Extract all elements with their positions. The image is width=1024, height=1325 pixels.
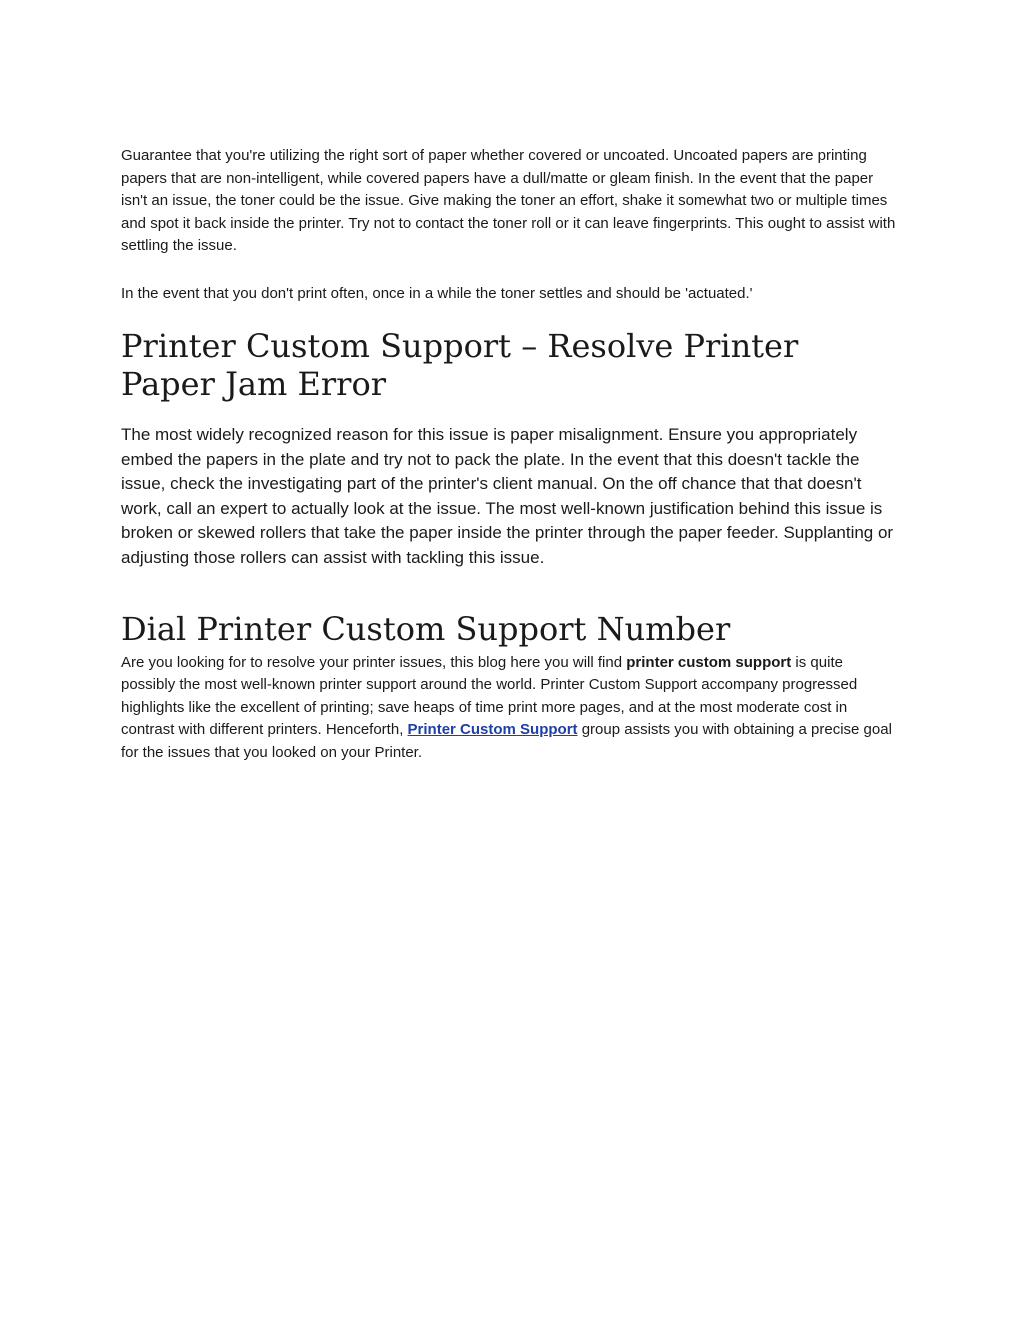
- dial-text-part2: is quite possibly the most well-known printer support around the world. Printer Custom Support accompany progressed highlights like the excellent of printing; save heaps of time print more pages, and at the most moderate cost in contrast with different printers. Henceforth,: [121, 653, 858, 739]
- printer-custom-support-link[interactable]: Printer Custom Support: [407, 721, 578, 739]
- dial-support-heading: Dial Printer Custom Support Number: [121, 609, 731, 648]
- dial-support-paragraph: [121, 652, 901, 765]
- toner-note-paragraph: In the event that you don't print often, once in a while the toner settles and should be 'actuated.': [121, 284, 753, 302]
- bold-phrase: printer custom support: [626, 653, 792, 671]
- document-page: [121, 145, 901, 764]
- paper-jam-heading: Printer Custom Support – Resolve Printer Paper Jam Error: [121, 327, 799, 403]
- dial-text-part1: Are you looking for to resolve your printer issues, this blog here you will find: [121, 653, 627, 671]
- paper-jam-paragraph: The most widely recognized reason for this issue is paper misalignment. Ensure you appropriately embed the papers in the plate and try not to pack the plate. In the event that this doesn't tackle the issue, check the investigating part of the printer's client manual. On the off chance that that doesn't work, call an expert to actually look at the issue. The most well-known justification behind this issue is broken or skewed rollers that take the paper inside the printer through the paper feeder. Supplanting or adjusting those rollers can assist with tackling this issue.: [121, 425, 894, 567]
- dial-text-part3: group assists you with obtaining a precise goal for the issues that you looked on your Printer.: [121, 721, 892, 761]
- intro-paragraph: Guarantee that you're utilizing the right sort of paper whether covered or uncoated. Uncoated papers are printing papers that are non-intelligent, while covered papers have a dull/matte or gleam finish. In the event that the paper isn't an issue, the toner could be the issue. Give making the toner an effort, shake it somewhat two or multiple times and spot it back inside the printer. Try not to contact the toner roll or it can leave fingerprints. This ought to assist with settling the issue.: [121, 147, 896, 254]
